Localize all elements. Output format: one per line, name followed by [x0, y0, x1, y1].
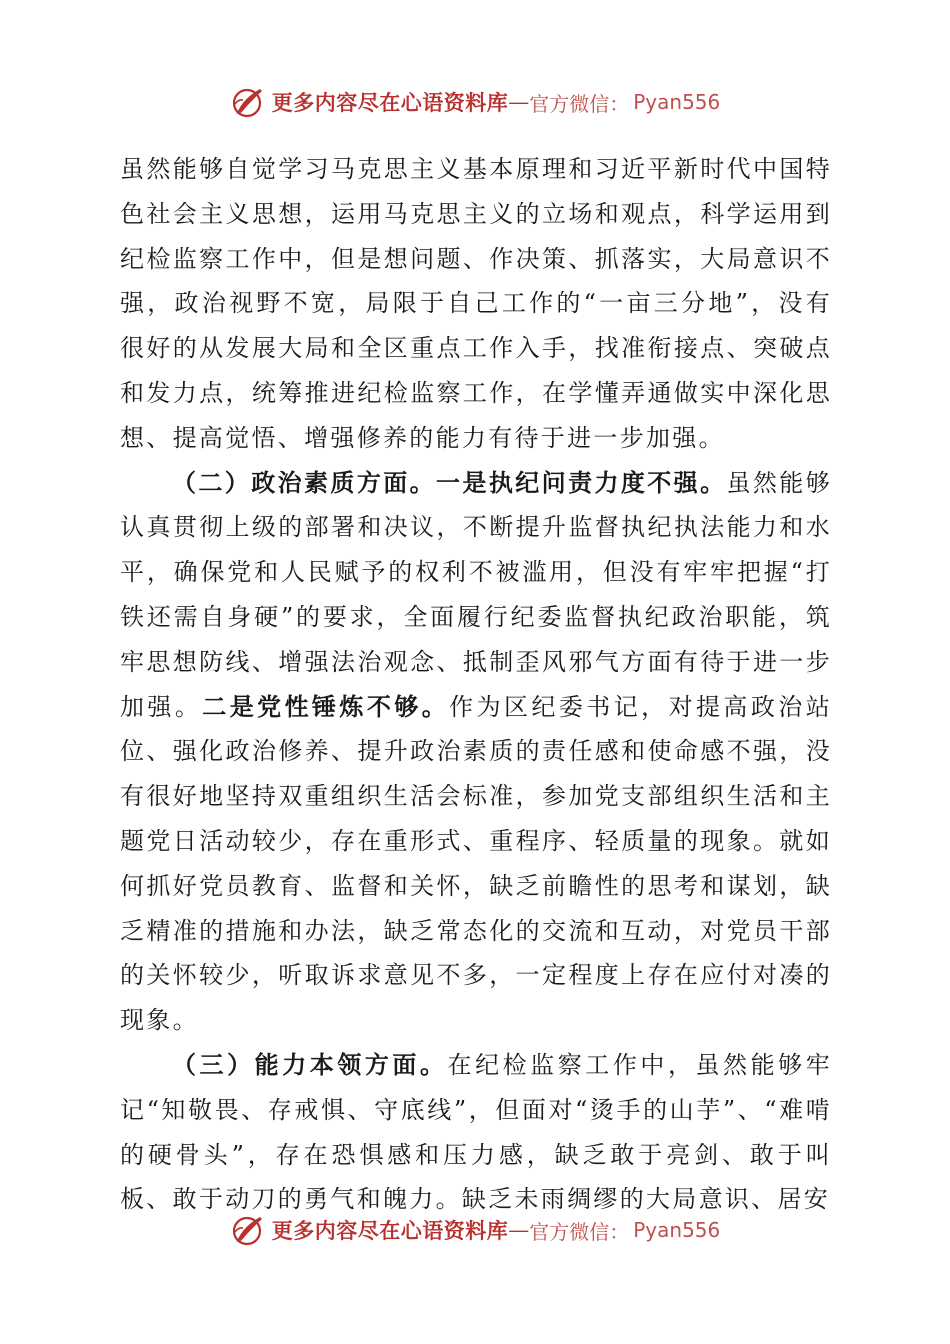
paragraph-1-text: 虽然能够自觉学习马克思主义基本原理和习近平新时代中国特色社会主义思想，运用马克思主义的立场和观点，科学运用到纪检监察工作中，但是想问题、作决策、抓落实，大局意识不强，政治视野不宽，局限于自己工作的“一亩三分地”，没有很好的从发展大局和全区重点工作入手，找准衔接点、突破点和发力点，统筹推进纪检监察工作，在学懂弄通做实中深化思想、提高觉悟、增强修养的能力有待于进一步加强。: [120, 155, 832, 452]
document-body: [120, 147, 832, 1222]
paragraph-2: [120, 461, 832, 1043]
paragraph-3-text: 在纪检监察工作中，虽然能够牢记“知敬畏、存戒惧、守底线”，但面对“烫手的山芋”、“难啃的硬骨头”，存在恐惧感和压力感，缺乏敢于亮剑、敢于叫板、敢于动刀的勇气和魄力。缺乏未雨绸缪的大局意识、居安: [120, 1050, 833, 1214]
banner-site-text: 更多内容尽在心语资料库: [271, 1218, 509, 1243]
paragraph-3: [120, 1043, 832, 1222]
banner-wechat-label: 官方微信：: [529, 1219, 630, 1244]
footer-watermark-banner: [0, 1210, 950, 1250]
banner-separator: —: [508, 90, 530, 114]
banner-site-text: 更多内容尽在心语资料库: [271, 90, 509, 115]
pen-logo-icon: [230, 1212, 266, 1248]
point-2-text: 作为区纪委书记，对提高政治站位、强化政治修养、提升政治素质的责任感和使命感不强，没有很好地坚持双重组织生活会标准，参加党支部组织生活和主题党日活动较少，存在重形式、重程序、轻质量的现象。就如何抓好党员教育、监督和关怀，缺乏前瞻性的思考和谋划，缺乏精准的措施和办法，缺乏常态化的交流和互动，对党员干部的关怀较少，听取诉求意见不多，一定程度上存在应付对凑的现象。: [120, 692, 833, 1035]
paragraph-1: [120, 147, 832, 461]
point-1-text: 虽然能够认真贯彻上级的部署和决议，不断提升监督执纪执法能力和水平，确保党和人民赋予的权利不被滥用，但没有牢牢把握“打铁还需自身硬”的要求，全面履行纪委监督执纪政治职能，筑牢思想防线、增强法治观念、抵制歪风邪气方面有待于进一步加强。: [120, 468, 833, 721]
banner-separator: —: [508, 1218, 530, 1242]
banner-wechat-id: Pyan556: [633, 1218, 721, 1242]
point-1-title: 一是执纪问责力度不强。: [436, 467, 727, 497]
pen-logo-icon: [230, 84, 266, 120]
section-heading-ability: （三）能力本领方面。: [172, 1049, 448, 1079]
section-heading-political-quality: （二）政治素质方面。: [172, 467, 437, 497]
header-watermark-banner: [0, 82, 950, 122]
banner-wechat-label: 官方微信：: [529, 91, 630, 116]
point-2-title: 二是党性锤炼不够。: [202, 691, 450, 721]
banner-wechat-id: Pyan556: [633, 90, 721, 114]
